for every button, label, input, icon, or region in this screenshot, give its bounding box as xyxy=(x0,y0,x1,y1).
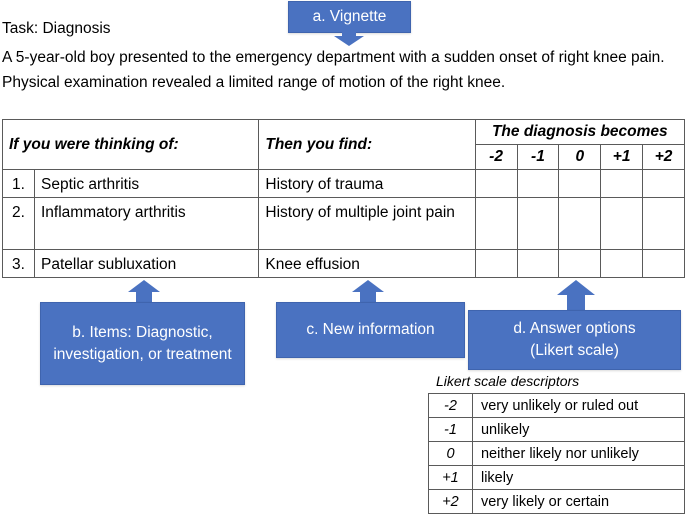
answer-cell[interactable] xyxy=(517,250,559,278)
row-number: 1. xyxy=(3,170,35,198)
row-item: Inflammatory arthritis xyxy=(34,198,258,250)
likert-row xyxy=(429,394,685,418)
row-number: 3. xyxy=(3,250,35,278)
new-info-callout-label: c. New information xyxy=(306,321,435,338)
table-row xyxy=(3,198,685,250)
table-row xyxy=(3,250,685,278)
likert-desc: very likely or certain xyxy=(472,490,684,514)
answer-cell[interactable] xyxy=(559,250,601,278)
likert-row xyxy=(429,442,685,466)
likert-code: +2 xyxy=(429,490,473,514)
row-number: 2. xyxy=(3,198,35,250)
row-finding: History of trauma xyxy=(259,170,475,198)
likert-desc: very unlikely or ruled out xyxy=(472,394,684,418)
answer-cell[interactable] xyxy=(517,198,559,250)
likert-code: -2 xyxy=(429,394,473,418)
row-finding: Knee effusion xyxy=(259,250,475,278)
likert-row xyxy=(429,418,685,442)
scale-header: -1 xyxy=(517,145,559,170)
vignette-callout xyxy=(288,1,411,33)
row-finding: History of multiple joint pain xyxy=(259,198,475,250)
answer-cell[interactable] xyxy=(643,198,685,250)
header-thinking: If you were thinking of: xyxy=(3,120,259,170)
scale-header: -2 xyxy=(475,145,517,170)
answer-cell[interactable] xyxy=(601,250,643,278)
likert-code: +1 xyxy=(429,466,473,490)
answer-cell[interactable] xyxy=(601,198,643,250)
task-label: Task: Diagnosis xyxy=(2,20,111,37)
answer-cell[interactable] xyxy=(559,170,601,198)
answer-cell[interactable] xyxy=(475,170,517,198)
likert-code: -1 xyxy=(429,418,473,442)
header-find: Then you find: xyxy=(259,120,475,170)
likert-desc: neither likely nor unlikely xyxy=(472,442,684,466)
items-callout-label: b. Items: Diagnostic, investigation, or treatment xyxy=(53,323,232,363)
answer-cell[interactable] xyxy=(643,170,685,198)
scale-header: +2 xyxy=(643,145,685,170)
answer-cell[interactable] xyxy=(517,170,559,198)
answer-cell[interactable] xyxy=(601,170,643,198)
row-item: Patellar subluxation xyxy=(34,250,258,278)
likert-desc: unlikely xyxy=(472,418,684,442)
answer-callout xyxy=(468,310,681,370)
answer-cell[interactable] xyxy=(559,198,601,250)
sct-table xyxy=(2,119,685,278)
table-row xyxy=(3,170,685,198)
vignette-text: A 5-year-old boy presented to the emergency department with a sudden onset of right knee pain. Physical examination revealed a limited range of motion of the right knee. xyxy=(2,49,665,91)
scale-header: 0 xyxy=(559,145,601,170)
header-diagnosis-becomes: The diagnosis becomes xyxy=(475,120,684,145)
likert-row xyxy=(429,466,685,490)
answer-cell[interactable] xyxy=(643,250,685,278)
likert-row xyxy=(429,490,685,514)
likert-title: Likert scale descriptors xyxy=(436,373,580,389)
new-info-arrow-icon xyxy=(351,280,385,302)
items-callout xyxy=(40,302,245,385)
answer-cell[interactable] xyxy=(475,198,517,250)
row-item: Septic arthritis xyxy=(34,170,258,198)
items-arrow-icon xyxy=(127,280,161,302)
likert-table xyxy=(428,393,685,514)
vignette-callout-label: a. Vignette xyxy=(312,8,387,25)
scale-header: +1 xyxy=(601,145,643,170)
answer-cell[interactable] xyxy=(475,250,517,278)
new-info-callout xyxy=(276,302,465,358)
answer-callout-label: d. Answer options (Likert scale) xyxy=(513,320,636,359)
likert-code: 0 xyxy=(429,442,473,466)
answer-arrow-icon xyxy=(556,280,596,310)
likert-desc: likely xyxy=(472,466,684,490)
